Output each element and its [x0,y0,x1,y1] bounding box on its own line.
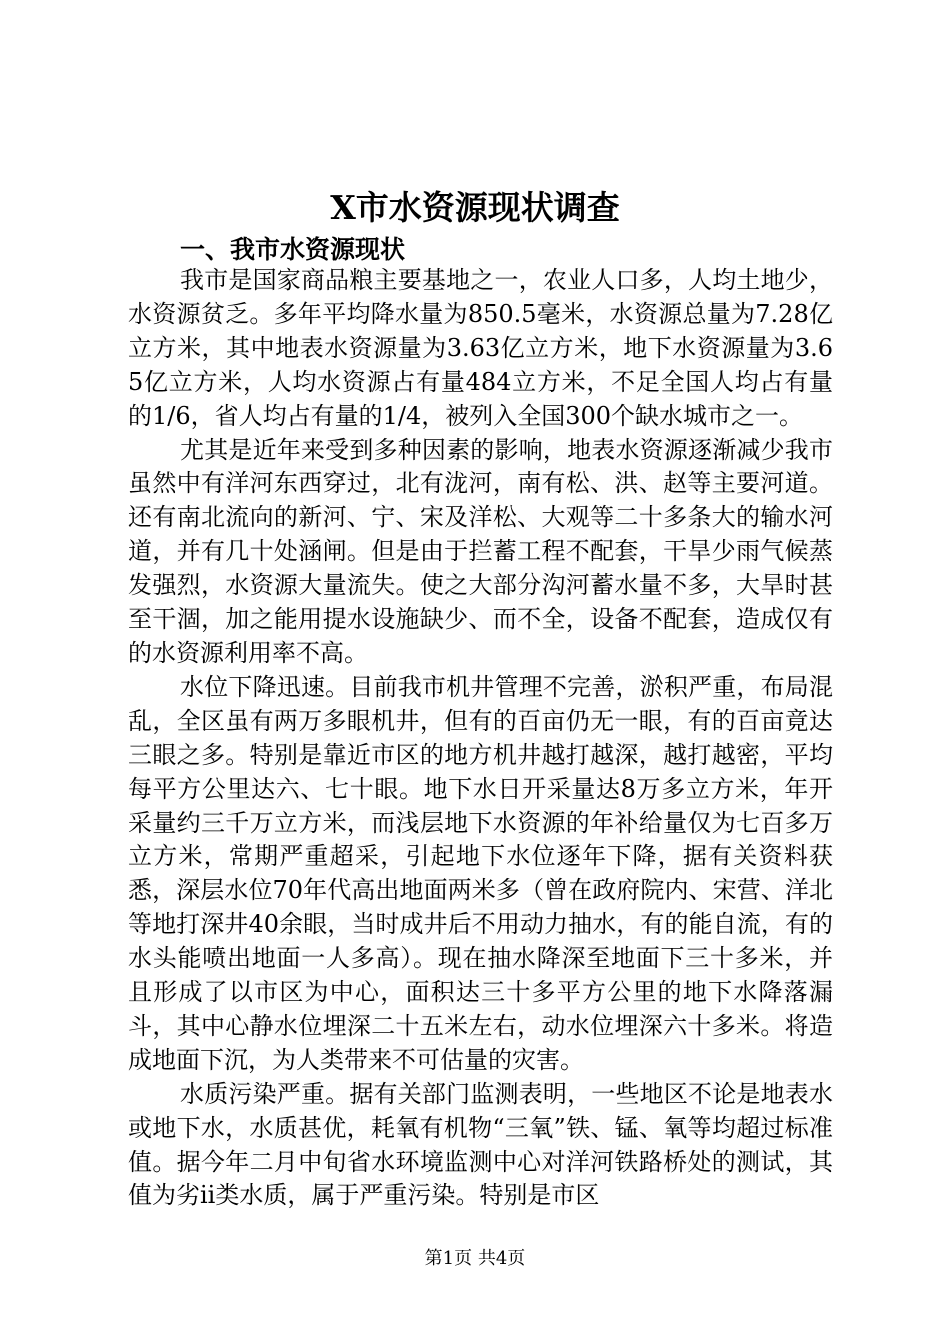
document-body [128,264,833,1213]
paragraph: 水质污染严重。据有关部门监测表明，一些地区不论是地表水或地下水，水质甚优，耗氧有机物“三氧”铁、锰、氧等均超过标准值。据今年二月中旬省水环境监测中心对洋河铁路桥处的测试，其值为劣ii类水质，属于严重污染。特别是市区 [128,1079,833,1210]
paragraph: 水位下降迅速。目前我市机井管理不完善，淤积严重，布局混乱，全区虽有两万多眼机井，但有的百亩仍无一眼，有的百亩竟达三眼之多。特别是靠近市区的地方机井越打越深，越打越密，平均每平方公里达六、七十眼。地下水日开采量达8万多立方米，年开采量约三千万立方米，而浅层地下水资源的年补给量仅为七百多万立方米，常期严重超采，引起地下水位逐年下降，据有关资料获悉，深层水位70年代高出地面两米多（曾在政府院内、宋营、洋北等地打深井40余眼，当时成井后不用动力抽水，有的能自流，有的水头能喷出地面一人多高）。现在抽水降深至地面下三十多米，并且形成了以市区为中心，面积达三十多平方公里的地下水降落漏斗，其中心静水位埋深二十五米左右，动水位埋深六十多米。将造成地面下沉，为人类带来不可估量的灾害。 [128,672,833,1074]
section-heading: 一、我市水资源现状 [180,235,406,264]
paragraph: 我市是国家商品粮主要基地之一，农业人口多，人均土地少，水资源贫乏。多年平均降水量为850.5毫米，水资源总量为7.28亿立方米，其中地表水资源量为3.63亿立方米，地下水资源量为3.65亿立方米，人均水资源占有量484立方米，不足全国人均占有量的1/6，省人均占有量的1/4，被列入全国300个缺水城市之一。 [128,266,833,430]
page-footer: 第1页 共4页 [424,1248,526,1269]
paragraph: 尤其是近年来受到多种因素的影响，地表水资源逐渐减少我市虽然中有洋河东西穿过，北有泷河，南有松、洪、赵等主要河道。还有南北流向的新河、宁、宋及洋松、大观等二十多条大的输水河道，并有几十处涵闸。但是由于拦蓄工程不配套，干旱少雨气候蒸发强烈，水资源大量流失。使之大部分沟河蓄水量不多，大旱时甚至干涸，加之能用提水设施缺少、而不全，设备不配套，造成仅有的水资源利用率不高。 [128,435,833,667]
document-title: X市水资源现状调查 [330,188,620,227]
